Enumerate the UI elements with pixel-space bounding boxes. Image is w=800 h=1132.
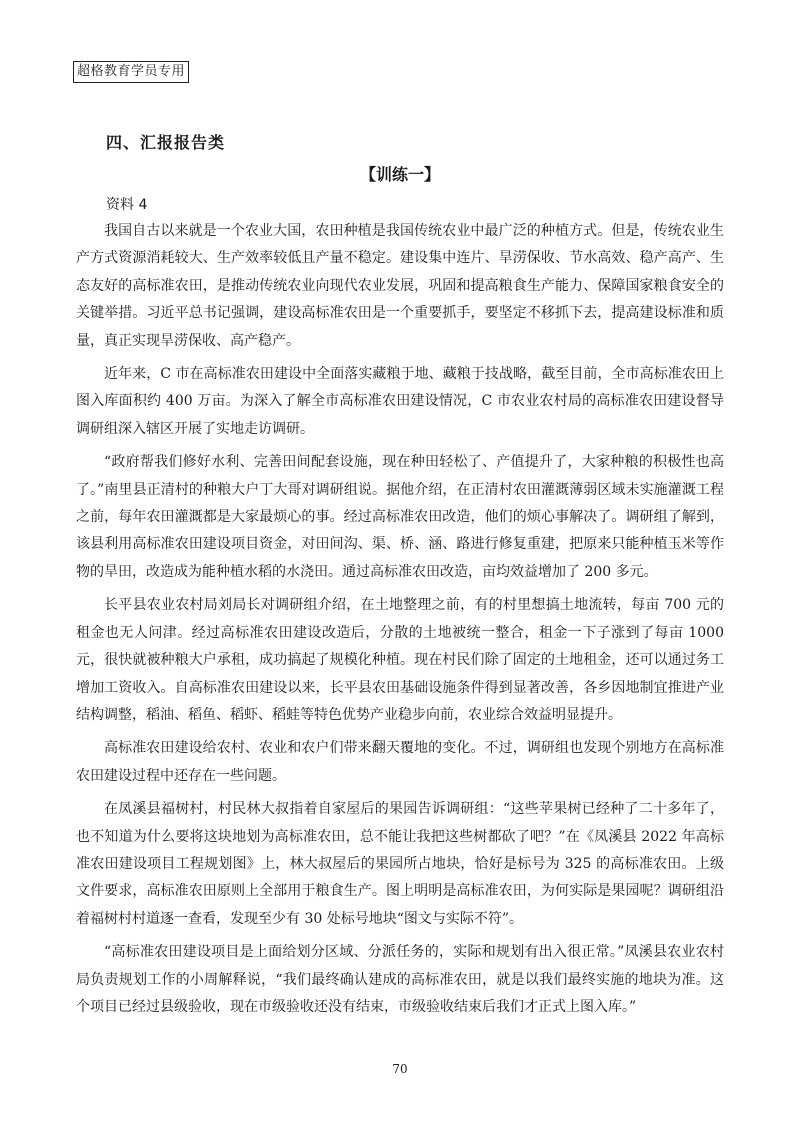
paragraph: 长平县农业农村局刘局长对调研组介绍，在土地整理之前，有的村里想搞土地流转，每亩 700 元的租金也无人问津。经过高标准农田建设改造后，分散的土地被统一整合，租金一下子涨到了每亩 1000 元，很快就被种粮大户承租，成功搞起了规模化种植。现在村民们除了固定的土地租金，还可以通过务工增加工资收入。自高标准农田建设以来，长平县农田基础设施条件得到显著改善，各乡因地制宜推进产业结构调整，稻油、稻鱼、稻虾、稻蛙等特色优势产业稳步向前，农业综合效益明显提升。 <box>76 597 724 723</box>
body-text <box>76 218 724 1027</box>
watermark-label: 超格教育学员专用 <box>73 61 189 83</box>
paragraph: “政府帮我们修好水利、完善田间配套设施，现在种田轻松了、产值提升了，大家种粮的积极性也高了。”南里县正清村的种粮大户丁大哥对调研组说。据他介绍，在正清村农田灌溉薄弱区域未实施灌溉工程之前，每年农田灌溉都是大家最烦心的事。经过高标准农田改造，他们的烦心事解决了。调研组了解到，该县利用高标准农田建设项目资金，对田间沟、渠、桥、涵、路进行修复重建，把原来只能种植玉米等作物的旱田，改造成为能种植水稻的水浇田。通过高标准农田改造，亩均效益增加了 200 多元。 <box>76 454 724 580</box>
paragraph: 在凤溪县福树村，村民林大叔指着自家屋后的果园告诉调研组：“这些苹果树已经种了二十多年了，也不知道为什么要将这块地划为高标准农田，总不能让我把这些树都砍了吧？”在《凤溪县 2022 年高标准农田建设项目工程规划图》上，林大叔屋后的果园所占地块，恰好是标号为 325 的高标准农田。上级文件要求，高标准农田原则上全部用于粮食生产。图上明明是高标准农田，为何实际是果园呢？调研组沿着福树村村道逐一查看，发现至少有 30 处标号地块“图文与实际不符”。 <box>76 801 724 927</box>
material-label: 资料 4 <box>106 197 148 213</box>
paragraph: “高标准农田建设项目是上面给划分区域、分派任务的，实际和规划有出入很正常。”凤溪县农业农村局负责规划工作的小周解释说，“我们最终确认建成的高标准农田，就是以我们最终实施的地块为准。这个项目已经过县级验收，现在市级验收还没有结束，市级验收结束后我们才正式上图入库。” <box>76 944 724 1015</box>
paragraph: 高标准农田建设给农村、农业和农户们带来翻天覆地的变化。不过，调研组也发现个别地方在高标准农田建设过程中还存在一些问题。 <box>76 740 724 784</box>
section-title: 四、汇报报告类 <box>106 133 226 152</box>
page-number: 70 <box>392 1062 408 1076</box>
paragraph: 我国自古以来就是一个农业大国，农田种植是我国传统农业中最广泛的种植方式。但是，传统农业生产方式资源消耗较大、生产效率较低且产量不稳定。建设集中连片、旱涝保收、节水高效、稳产高产、生态友好的高标准农田，是推动传统农业向现代农业发展，巩固和提高粮食生产能力、保障国家粮食安全的关键举措。习近平总书记强调，建设高标准农田是一个重要抓手，要坚定不移抓下去，提高建设标准和质量，真正实现旱涝保收、高产稳产。 <box>76 223 724 349</box>
paragraph: 近年来，C 市在高标准农田建设中全面落实藏粮于地、藏粮于技战略，截至目前，全市高标准农田上图入库面积约 400 万亩。为深入了解全市高标准农田建设情况，C 市农业农村局的高标准农田建设督导调研组深入辖区开展了实地走访调研。 <box>76 366 724 437</box>
training-title: 【训练一】 <box>359 165 440 184</box>
